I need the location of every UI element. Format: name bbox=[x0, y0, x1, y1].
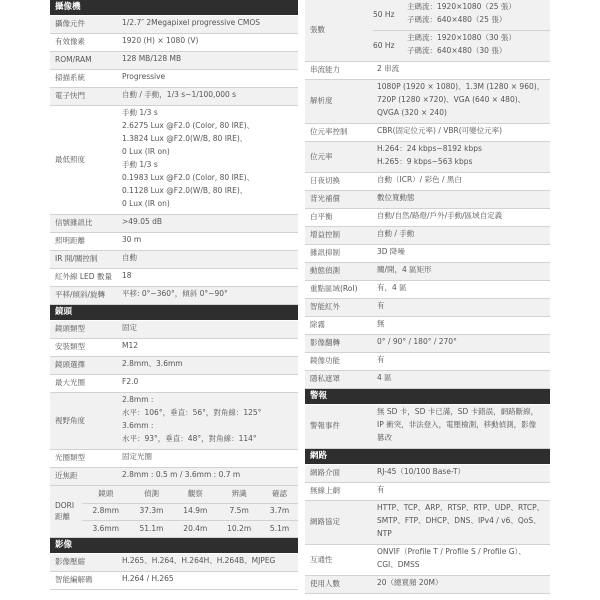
spec-label: IR 開/關控制 bbox=[55, 254, 98, 264]
section-header-camera: 攝像機 bbox=[50, 0, 298, 15]
spec-row bbox=[305, 353, 550, 371]
spec-value-line: 0° / 90° / 180° / 270° bbox=[377, 337, 457, 346]
spec-row bbox=[50, 321, 298, 339]
spec-value bbox=[373, 335, 550, 352]
spec-label: 雜訊抑制 bbox=[310, 248, 340, 258]
spec-value-line: 關/開，4 區矩形 bbox=[377, 265, 432, 274]
frame-rate-50hz bbox=[373, 0, 550, 30]
spec-label: 鏡頭選擇 bbox=[55, 360, 85, 370]
spec-label: 信號雜訊比 bbox=[55, 218, 93, 228]
frame-rate-subtable bbox=[373, 0, 550, 61]
spec-value-line: 0.1983 Lux @F2.0 (Color, 80 IRE)、 bbox=[122, 173, 255, 182]
spec-value-line: 無 SD 卡，SD 卡已滿，SD 卡錯誤，網路斷線， bbox=[377, 407, 539, 416]
camera-spec-rows bbox=[50, 16, 298, 305]
spec-row bbox=[50, 554, 298, 572]
spec-row bbox=[50, 468, 298, 486]
spec-label: 網路介面 bbox=[310, 468, 340, 478]
dori-cell: 5.1m bbox=[261, 520, 298, 537]
spec-value-line: H.265：9 kbps~563 kbps bbox=[377, 157, 473, 166]
spec-value bbox=[118, 16, 298, 33]
spec-label: 無線上網 bbox=[310, 486, 340, 496]
spec-row bbox=[305, 173, 550, 191]
spec-label: 平移/傾斜/旋轉 bbox=[55, 290, 106, 300]
spec-value bbox=[118, 375, 298, 392]
spec-label: 網路協定 bbox=[310, 517, 340, 527]
network-spec-rows bbox=[305, 465, 550, 594]
spec-value bbox=[373, 465, 550, 482]
spec-label: 有效像素 bbox=[55, 37, 85, 47]
spec-label: 重點區域(RoI) bbox=[310, 284, 358, 294]
spec-value-line: 20（總寬頻 20M） bbox=[377, 578, 443, 587]
frequency-label: 50 Hz bbox=[373, 9, 395, 19]
spec-row bbox=[305, 576, 550, 594]
spec-value-line: 有 bbox=[377, 485, 385, 494]
spec-value-line: 1920 (H) × 1080 (V) bbox=[122, 36, 199, 45]
spec-value bbox=[373, 142, 550, 172]
right-spec-column bbox=[305, 0, 550, 594]
spec-value-line: 2 串流 bbox=[377, 64, 400, 73]
spec-value-line: F2.0 bbox=[122, 377, 139, 386]
spec-value-line: NTP bbox=[377, 529, 392, 538]
spec-row-frame-rate bbox=[305, 0, 550, 62]
spec-value-line: CGI、DMSS bbox=[377, 560, 420, 569]
spec-value-line: 水平：93°，垂直：48°，對角線：114° bbox=[122, 434, 257, 443]
spec-row bbox=[50, 16, 298, 34]
spec-value-line: >49.05 dB bbox=[122, 217, 163, 226]
spec-value-line: 手動 1/3 s bbox=[122, 160, 158, 169]
spec-row bbox=[305, 371, 550, 389]
spec-label: 日夜切換 bbox=[310, 176, 340, 186]
spec-row bbox=[305, 281, 550, 299]
spec-value-line: 主碼流：1920×1080（25 張） bbox=[407, 2, 516, 11]
spec-value bbox=[118, 321, 298, 338]
left-spec-column bbox=[50, 0, 298, 590]
dori-cell: 51.1m bbox=[130, 520, 174, 537]
spec-value-line: 720P (1280 ×720)、VGA (640 × 480)、 bbox=[377, 95, 526, 104]
spec-value bbox=[373, 209, 550, 226]
spec-label: 照明距離 bbox=[55, 236, 85, 246]
dori-label-line: 距離 bbox=[55, 511, 70, 521]
dori-cell: 3.7m bbox=[261, 503, 298, 520]
spec-value-line: M12 bbox=[122, 341, 139, 350]
spec-value-line: 自動 / 手動 bbox=[377, 229, 415, 238]
spec-value-line: IP 衝突，非法登入，電壓檢測，移動偵測，影像 bbox=[377, 420, 537, 429]
spec-label: 影像壓縮 bbox=[55, 557, 85, 567]
spec-row bbox=[305, 483, 550, 501]
spec-value-line: 有 bbox=[377, 355, 385, 364]
spec-value bbox=[373, 483, 550, 500]
spec-value bbox=[118, 393, 298, 449]
spec-row bbox=[305, 80, 550, 124]
alarm-spec-rows bbox=[305, 405, 550, 449]
spec-row bbox=[50, 450, 298, 468]
dori-grid bbox=[82, 486, 298, 537]
spec-label: ROM/RAM bbox=[55, 55, 92, 65]
spec-value bbox=[118, 251, 298, 268]
spec-value-line: 2.8mm、3.6mm bbox=[122, 359, 183, 368]
dori-header: 觀察 bbox=[187, 489, 203, 499]
spec-row bbox=[305, 317, 550, 335]
spec-label: 紅外線 LED 數量 bbox=[55, 272, 112, 282]
spec-value bbox=[118, 287, 298, 304]
spec-value-line: 手動 1/3 s bbox=[122, 108, 158, 117]
spec-value-line: 2.6275 Lux @F2.0 (Color, 80 IRE)、 bbox=[122, 121, 255, 130]
spec-row bbox=[50, 375, 298, 393]
spec-row bbox=[50, 572, 298, 590]
spec-label: 解析度 bbox=[310, 96, 333, 106]
spec-value bbox=[118, 70, 298, 87]
dori-label bbox=[50, 486, 82, 537]
spec-label: 電子快門 bbox=[55, 91, 85, 101]
spec-value-line: 主碼流：1920×1080（30 張） bbox=[407, 33, 516, 42]
spec-value-line: 30 m bbox=[122, 235, 142, 244]
spec-row bbox=[305, 191, 550, 209]
spec-value-line: 0 Lux (IR on) bbox=[122, 147, 170, 156]
spec-row bbox=[50, 34, 298, 52]
spec-value bbox=[373, 227, 550, 244]
spec-value bbox=[118, 450, 298, 467]
dori-cell: 20.4m bbox=[173, 520, 217, 537]
spec-row bbox=[50, 287, 298, 305]
spec-label: 智能紅外 bbox=[310, 302, 340, 312]
spec-value bbox=[118, 233, 298, 250]
section-header-network: 網路 bbox=[305, 449, 550, 464]
spec-row bbox=[305, 245, 550, 263]
spec-value bbox=[373, 124, 550, 141]
dori-label-line: DORI bbox=[55, 501, 75, 511]
spec-label: 除霧 bbox=[310, 320, 325, 330]
lens-spec-rows bbox=[50, 321, 298, 486]
spec-value-line: H.264：24 kbps~8192 kbps bbox=[377, 144, 482, 153]
dori-cell: 14.9m bbox=[173, 503, 217, 520]
spec-label: 位元率控制 bbox=[310, 127, 348, 137]
spec-value-line: 數位寬動態 bbox=[377, 193, 415, 202]
spec-row bbox=[305, 263, 550, 281]
dori-cell: 3.6mm bbox=[82, 520, 130, 537]
spec-row bbox=[305, 465, 550, 483]
spec-value bbox=[118, 269, 298, 286]
spec-row bbox=[305, 124, 550, 142]
spec-value-line: 子碼流：640×480（25 張） bbox=[407, 15, 507, 24]
spec-value-line: 固定光圈 bbox=[122, 452, 152, 461]
frequency-label: 60 Hz bbox=[373, 40, 395, 50]
spec-value bbox=[373, 501, 550, 544]
spec-value bbox=[118, 34, 298, 51]
dori-header: 確認 bbox=[272, 489, 288, 499]
spec-row bbox=[50, 269, 298, 287]
spec-value bbox=[373, 245, 550, 262]
spec-value-line: 0 Lux (IR on) bbox=[122, 199, 170, 208]
dori-header: 辨識 bbox=[231, 489, 247, 499]
spec-value-line: 2.8mm : bbox=[122, 395, 154, 404]
video-spec-rows bbox=[50, 554, 298, 590]
spec-value-line: HTTP、TCP、ARP、RTSP、RTP、UDP、RTCP、 bbox=[377, 503, 545, 512]
spec-value bbox=[373, 371, 550, 388]
spec-label: 光圈類型 bbox=[55, 453, 85, 463]
spec-value bbox=[373, 545, 550, 575]
spec-row bbox=[305, 405, 550, 449]
spec-label: 動態偵測 bbox=[310, 266, 340, 276]
dori-cell: 7.5m bbox=[217, 503, 261, 520]
spec-value-line: 1.3824 Lux @F2.0(W/B, 80 IRE)、 bbox=[122, 134, 248, 143]
spec-value-line: CBR(固定位元率) / VBR(可變位元率) bbox=[377, 126, 503, 135]
spec-value-line: 有 bbox=[377, 301, 385, 310]
spec-label: 掃描系統 bbox=[55, 73, 85, 83]
spec-value-line: 4 區 bbox=[377, 373, 392, 382]
spec-row bbox=[50, 393, 298, 450]
spec-value bbox=[373, 576, 550, 593]
spec-value-line: QVGA (320 × 240) bbox=[377, 108, 447, 117]
spec-value bbox=[118, 468, 298, 485]
spec-value-line: 篡改 bbox=[377, 433, 392, 442]
dori-cell: 37.3m bbox=[130, 503, 174, 520]
spec-label: 警報事件 bbox=[310, 421, 340, 431]
spec-value-line: 平移: 0°~360°，傾斜 0°~90° bbox=[122, 289, 228, 298]
spec-label: 智能編解碼 bbox=[55, 575, 93, 585]
spec-row bbox=[50, 106, 298, 215]
spec-value bbox=[373, 281, 550, 298]
spec-value-line: ONVIF（Profile T / Profile S / Profile G）、 bbox=[377, 547, 526, 556]
section-header-video: 影像 bbox=[50, 538, 298, 553]
dori-cell: 2.8mm bbox=[82, 503, 130, 520]
spec-label: 背光補償 bbox=[310, 194, 340, 204]
spec-value-line: 2.8mm : 0.5 m / 3.6mm : 0.7 m bbox=[122, 470, 241, 479]
spec-label: 白平衡 bbox=[310, 212, 333, 222]
spec-value bbox=[373, 405, 550, 448]
spec-value bbox=[118, 357, 298, 374]
spec-label: 位元率 bbox=[310, 151, 333, 161]
spec-value bbox=[118, 52, 298, 69]
spec-value-line: 自動 bbox=[122, 253, 137, 262]
spec-value bbox=[118, 88, 298, 105]
spec-value-line: 1080P (1920 × 1080)、1.3M (1280 × 960)、 bbox=[377, 82, 545, 91]
spec-value-line: 3D 降噪 bbox=[377, 247, 405, 256]
spec-value-line: 自動/自然/路燈/戶外/手動/區域自定義 bbox=[377, 211, 503, 220]
spec-label: 近焦距 bbox=[55, 471, 78, 481]
spec-value-line: 子碼流：640×480（30 張） bbox=[407, 46, 507, 55]
dori-cell: 10.2m bbox=[217, 520, 261, 537]
spec-value-line: 固定 bbox=[122, 323, 137, 332]
section-header-lens: 鏡頭 bbox=[50, 305, 298, 320]
spec-value bbox=[118, 554, 298, 571]
spec-row bbox=[305, 299, 550, 317]
spec-value bbox=[118, 215, 298, 232]
spec-label: 最低照度 bbox=[55, 154, 85, 164]
spec-label: 安裝類型 bbox=[55, 342, 85, 352]
spec-row bbox=[50, 357, 298, 375]
spec-value-line: 3.6mm : bbox=[122, 421, 154, 430]
spec-value bbox=[373, 317, 550, 334]
spec-value-line: RJ-45（10/100 Base-T） bbox=[377, 467, 466, 476]
spec-value-line: 自動 / 手動，1/3 s~1/100,000 s bbox=[122, 90, 237, 99]
spec-value bbox=[118, 339, 298, 356]
dori-distance-table bbox=[50, 486, 298, 538]
spec-value-line: 有，4 區 bbox=[377, 283, 407, 292]
spec-value-line: 自動（ICR）/ 彩色 / 黑白 bbox=[377, 175, 462, 184]
spec-label: 串流能力 bbox=[310, 65, 340, 75]
spec-row bbox=[305, 142, 550, 173]
spec-label: 使用人數 bbox=[310, 579, 340, 589]
image-spec-rows bbox=[305, 62, 550, 389]
spec-value-line: 0.1128 Lux @F2.0(W/B, 80 IRE)、 bbox=[122, 186, 248, 195]
spec-label: 影像翻轉 bbox=[310, 338, 340, 348]
spec-value-line: Progressive bbox=[122, 72, 166, 81]
spec-value-line: H.264 / H.265 bbox=[122, 574, 174, 583]
spec-label: 攝像元件 bbox=[55, 19, 85, 29]
spec-value bbox=[373, 299, 550, 316]
dori-header: 鏡頭 bbox=[98, 489, 114, 499]
spec-row bbox=[305, 62, 550, 80]
spec-label: 互通性 bbox=[310, 554, 333, 564]
spec-value-line: 18 bbox=[122, 271, 132, 280]
spec-label: 增益控制 bbox=[310, 230, 340, 240]
spec-label: 鏡頭類型 bbox=[55, 324, 85, 334]
spec-row bbox=[50, 70, 298, 88]
spec-value-line: 水平：106°，垂直：56°，對角線：125° bbox=[122, 408, 262, 417]
spec-row bbox=[305, 209, 550, 227]
spec-row bbox=[50, 52, 298, 70]
spec-value-line: 無 bbox=[377, 319, 385, 328]
spec-row bbox=[305, 545, 550, 576]
spec-row bbox=[50, 88, 298, 106]
frame-rate-60hz bbox=[373, 30, 550, 61]
spec-row bbox=[305, 335, 550, 353]
spec-value-line: H.265、H.264、H.264H、H.264B、MJPEG bbox=[122, 556, 276, 565]
spec-value-line: 128 MB/128 MB bbox=[122, 54, 182, 63]
spec-value bbox=[373, 80, 550, 123]
spec-value bbox=[373, 191, 550, 208]
spec-label: 鏡像功能 bbox=[310, 356, 340, 366]
spec-value bbox=[373, 173, 550, 190]
spec-value-line: SMTP、FTP、DHCP、DNS、IPv4 / v6、QoS、 bbox=[377, 516, 541, 525]
spec-label: 隱私遮罩 bbox=[310, 374, 340, 384]
spec-value bbox=[118, 572, 298, 589]
spec-value bbox=[373, 62, 550, 79]
section-header-alarm: 警報 bbox=[305, 389, 550, 404]
spec-row bbox=[305, 501, 550, 545]
spec-label: 張數 bbox=[310, 25, 325, 35]
spec-row bbox=[305, 227, 550, 245]
spec-value bbox=[118, 106, 298, 214]
spec-label: 最大光圈 bbox=[55, 378, 85, 388]
spec-label: 視野角度 bbox=[55, 415, 85, 425]
spec-value-line: 1/2.7″ 2Megapixel progressive CMOS bbox=[122, 18, 261, 27]
dori-header: 偵測 bbox=[143, 489, 159, 499]
spec-row bbox=[50, 215, 298, 233]
spec-row bbox=[50, 339, 298, 357]
spec-row bbox=[50, 233, 298, 251]
spec-value bbox=[373, 263, 550, 280]
spec-row bbox=[50, 251, 298, 269]
spec-value bbox=[373, 353, 550, 370]
